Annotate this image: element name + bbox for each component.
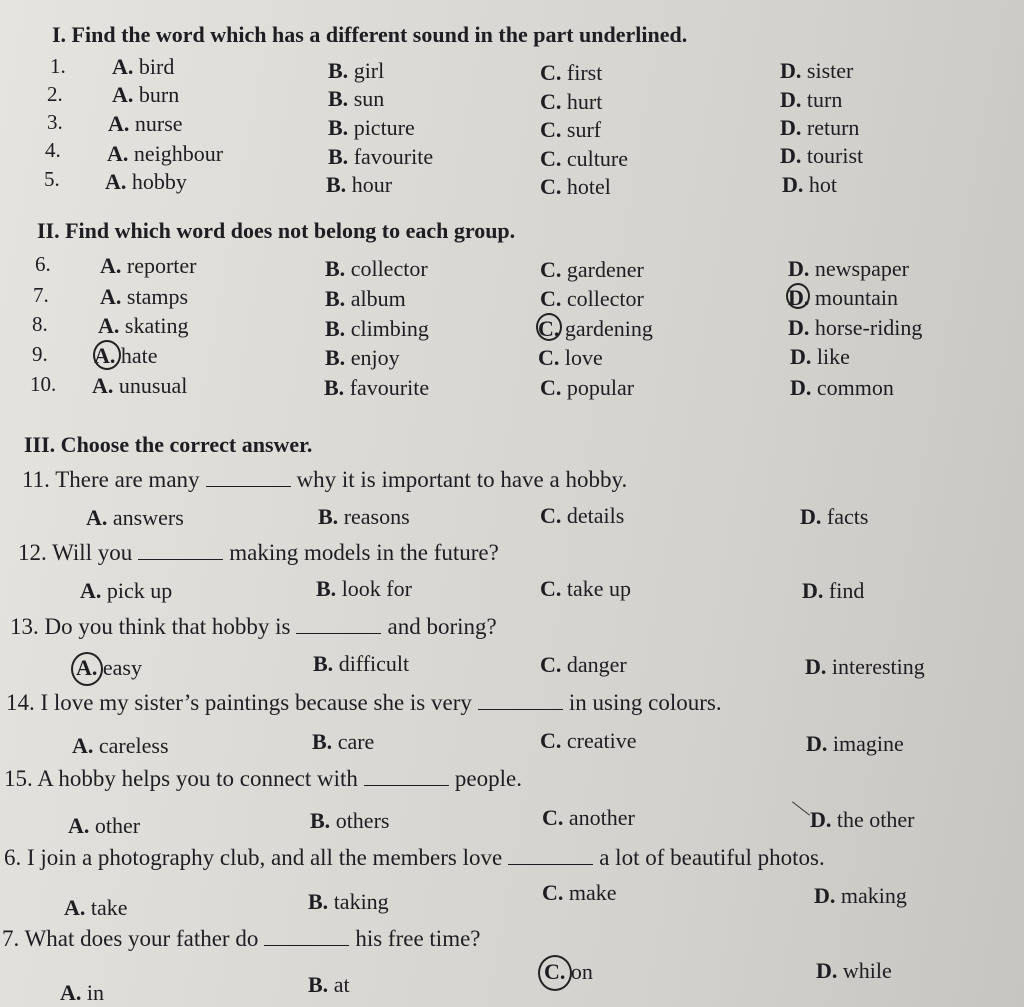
question-12 <box>18 540 499 566</box>
option-b: B. collector <box>325 256 428 281</box>
option-d: D. horse-riding <box>788 315 923 340</box>
option-c: C. make <box>542 880 617 905</box>
section-2-title: II. Find which word does not belong to each group. <box>37 218 516 243</box>
option-d: D. sister <box>780 58 854 83</box>
answer-blank <box>478 691 563 710</box>
option-b: B. girl <box>328 58 385 83</box>
option-d: D. facts <box>800 504 869 529</box>
option-a: A. reporter <box>100 253 197 278</box>
option-c: C. another <box>542 805 635 830</box>
option-b: B. hour <box>326 172 393 197</box>
question-number: 2. <box>47 82 63 106</box>
question-text-end: why it is important to have a hobby. <box>296 467 628 492</box>
option-c: C. creative <box>540 728 637 753</box>
option-d: D. interesting <box>805 654 925 679</box>
option-d: D. like <box>790 344 850 369</box>
option-d: D. mountain <box>788 285 898 310</box>
question-number: 8. <box>32 312 48 336</box>
question-number: 1. <box>50 54 66 78</box>
answer-circle-mark <box>786 283 810 309</box>
option-d: D. while <box>816 958 892 983</box>
option-c: C. first <box>540 60 603 85</box>
question-number: 4. <box>45 138 61 162</box>
option-c: C. details <box>540 503 625 528</box>
option-b: B. others <box>310 808 390 833</box>
option-b: B. favourite <box>324 375 430 400</box>
answer-circle-mark <box>536 313 562 341</box>
question-number: 3. <box>47 110 63 134</box>
answer-circle-mark <box>93 340 121 370</box>
question-text: 7. What does your father do <box>2 926 259 951</box>
question-14 <box>6 690 722 716</box>
option-a: A. other <box>68 813 141 838</box>
option-d: D. tourist <box>780 143 864 168</box>
answer-circle-mark <box>71 652 103 686</box>
option-c: C. popular <box>540 375 635 400</box>
question-17 <box>2 926 481 952</box>
option-b: B. reasons <box>318 504 410 529</box>
option-c: C. gardener <box>540 257 644 282</box>
section-3-title: III. Choose the correct answer. <box>24 432 313 457</box>
question-13 <box>10 614 497 640</box>
option-a: A. skating <box>98 313 189 338</box>
question-text: 15. A hobby helps you to connect with <box>4 766 358 791</box>
option-b: B. sun <box>328 86 385 111</box>
answer-blank <box>296 615 381 634</box>
question-number: 5. <box>44 167 60 191</box>
question-text-end: making models in the future? <box>229 540 499 565</box>
option-a: A. unusual <box>92 373 188 398</box>
option-a: A. hate <box>94 343 158 368</box>
option-a: A. nurse <box>108 111 183 136</box>
question-text-end: people. <box>454 766 522 791</box>
option-c: C. gardening <box>538 316 653 341</box>
option-d: D. common <box>790 375 894 400</box>
question-text: 12. Will you <box>18 540 133 565</box>
option-c: C. love <box>538 345 603 370</box>
question-number: 6. <box>35 252 51 276</box>
answer-circle-mark <box>538 955 572 991</box>
option-c: C. surf <box>540 117 602 142</box>
option-d: D. making <box>814 883 907 908</box>
option-c: C. danger <box>540 652 627 677</box>
question-16 <box>4 845 825 871</box>
option-b: B. album <box>325 286 406 311</box>
question-text: 14. I love my sister’s paintings because she is very <box>6 690 472 715</box>
option-d: D. return <box>780 115 860 140</box>
option-c: C. hurt <box>540 89 603 114</box>
option-a: A. bird <box>112 54 175 79</box>
pencil-tick-mark <box>792 801 810 815</box>
question-text-end: a lot of beautiful photos. <box>599 845 825 870</box>
option-d: D. the other <box>810 807 915 832</box>
option-b: B. climbing <box>325 316 429 341</box>
section-1-title: I. Find the word which has a different sound in the part underlined. <box>52 22 688 47</box>
question-text: 6. I join a photography club, and all the members love <box>4 845 503 870</box>
option-b: B. taking <box>308 889 389 914</box>
option-c: C. hotel <box>540 174 611 199</box>
option-a: A. burn <box>112 82 180 107</box>
option-a: A. hobby <box>105 169 187 194</box>
option-b: B. difficult <box>313 651 410 676</box>
option-a: A. stamps <box>100 284 189 309</box>
question-number: 9. <box>32 342 48 366</box>
question-15 <box>4 766 522 792</box>
option-b: B. enjoy <box>325 345 400 370</box>
option-a: A. easy <box>76 655 142 680</box>
option-a: A. in <box>60 980 105 1005</box>
option-b: B. care <box>312 729 375 754</box>
option-d: D. hot <box>782 172 838 197</box>
option-b: B. look for <box>316 576 412 601</box>
option-d: D. find <box>802 578 865 603</box>
option-a: A. pick up <box>80 578 173 603</box>
option-b: B. favourite <box>328 144 434 169</box>
question-number: 7. <box>33 283 49 307</box>
answer-blank <box>364 767 449 786</box>
option-d: D. newspaper <box>788 256 909 281</box>
option-a: A. answers <box>86 505 184 530</box>
answer-blank <box>206 468 291 487</box>
option-a: A. neighbour <box>107 141 224 166</box>
option-c: C. on <box>544 959 593 984</box>
question-text-end: and boring? <box>387 614 497 639</box>
question-text-end: his free time? <box>355 926 481 951</box>
option-c: C. take up <box>540 576 632 601</box>
answer-blank <box>264 927 349 946</box>
answer-blank <box>138 541 223 560</box>
question-text-end: in using colours. <box>568 690 722 715</box>
option-d: D. imagine <box>806 731 904 756</box>
question-number: 10. <box>30 372 57 396</box>
question-11 <box>22 467 627 493</box>
answer-blank <box>508 846 593 865</box>
option-c: C. culture <box>540 146 628 171</box>
option-a: A. careless <box>72 733 169 758</box>
option-b: B. at <box>308 972 350 997</box>
question-text: 13. Do you think that hobby is <box>10 614 291 639</box>
option-d: D. turn <box>780 87 843 112</box>
option-c: C. collector <box>540 286 644 311</box>
option-b: B. picture <box>328 115 415 140</box>
option-a: A. take <box>64 895 128 920</box>
question-text: 11. There are many <box>22 467 200 492</box>
